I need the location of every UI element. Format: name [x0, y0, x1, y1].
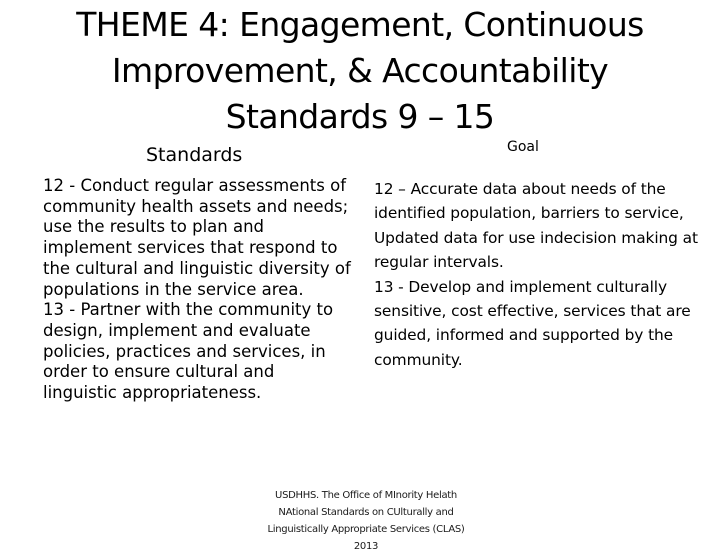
goal-12: 12 – Accurate data about needs of the identified population, barriers to service, Updated data for use indecision making at regular intervals. — [374, 180, 698, 272]
source-line-1: USDHHS. The Office of MInority Helath — [275, 490, 457, 501]
source-line-4: 2013 — [353, 541, 379, 552]
goal-column — [374, 177, 704, 372]
goal-column-header: Goal — [507, 139, 539, 155]
source-line-3: Linguistically Appropriate Services (CLAS) — [267, 524, 465, 535]
title-line-2: Improvement, & Accountability — [111, 51, 609, 90]
standard-13: 13 - Partner with the community to design, implement and evaluate policies, practices and services, in order to ensure cultural and linguistic appropriateness. — [43, 300, 334, 403]
source-citation — [240, 487, 492, 555]
source-line-2: NAtional Standards on CUlturally and — [278, 507, 454, 518]
title-line-3: Standards 9 – 15 — [225, 97, 495, 136]
slide-title — [20, 2, 700, 140]
title-line-1: THEME 4: Engagement, Continuous — [76, 5, 644, 44]
standards-column — [43, 176, 353, 404]
standard-12: 12 - Conduct regular assessments of community health assets and needs; use the results to plan and implement services that respond to the cultural and linguistic diversity of populations in the service area. — [43, 176, 351, 299]
standards-column-header: Standards — [146, 144, 243, 166]
goal-13: 13 - Develop and implement culturally sensitive, cost effective, services that are guided, informed and supported by the community. — [374, 277, 691, 369]
